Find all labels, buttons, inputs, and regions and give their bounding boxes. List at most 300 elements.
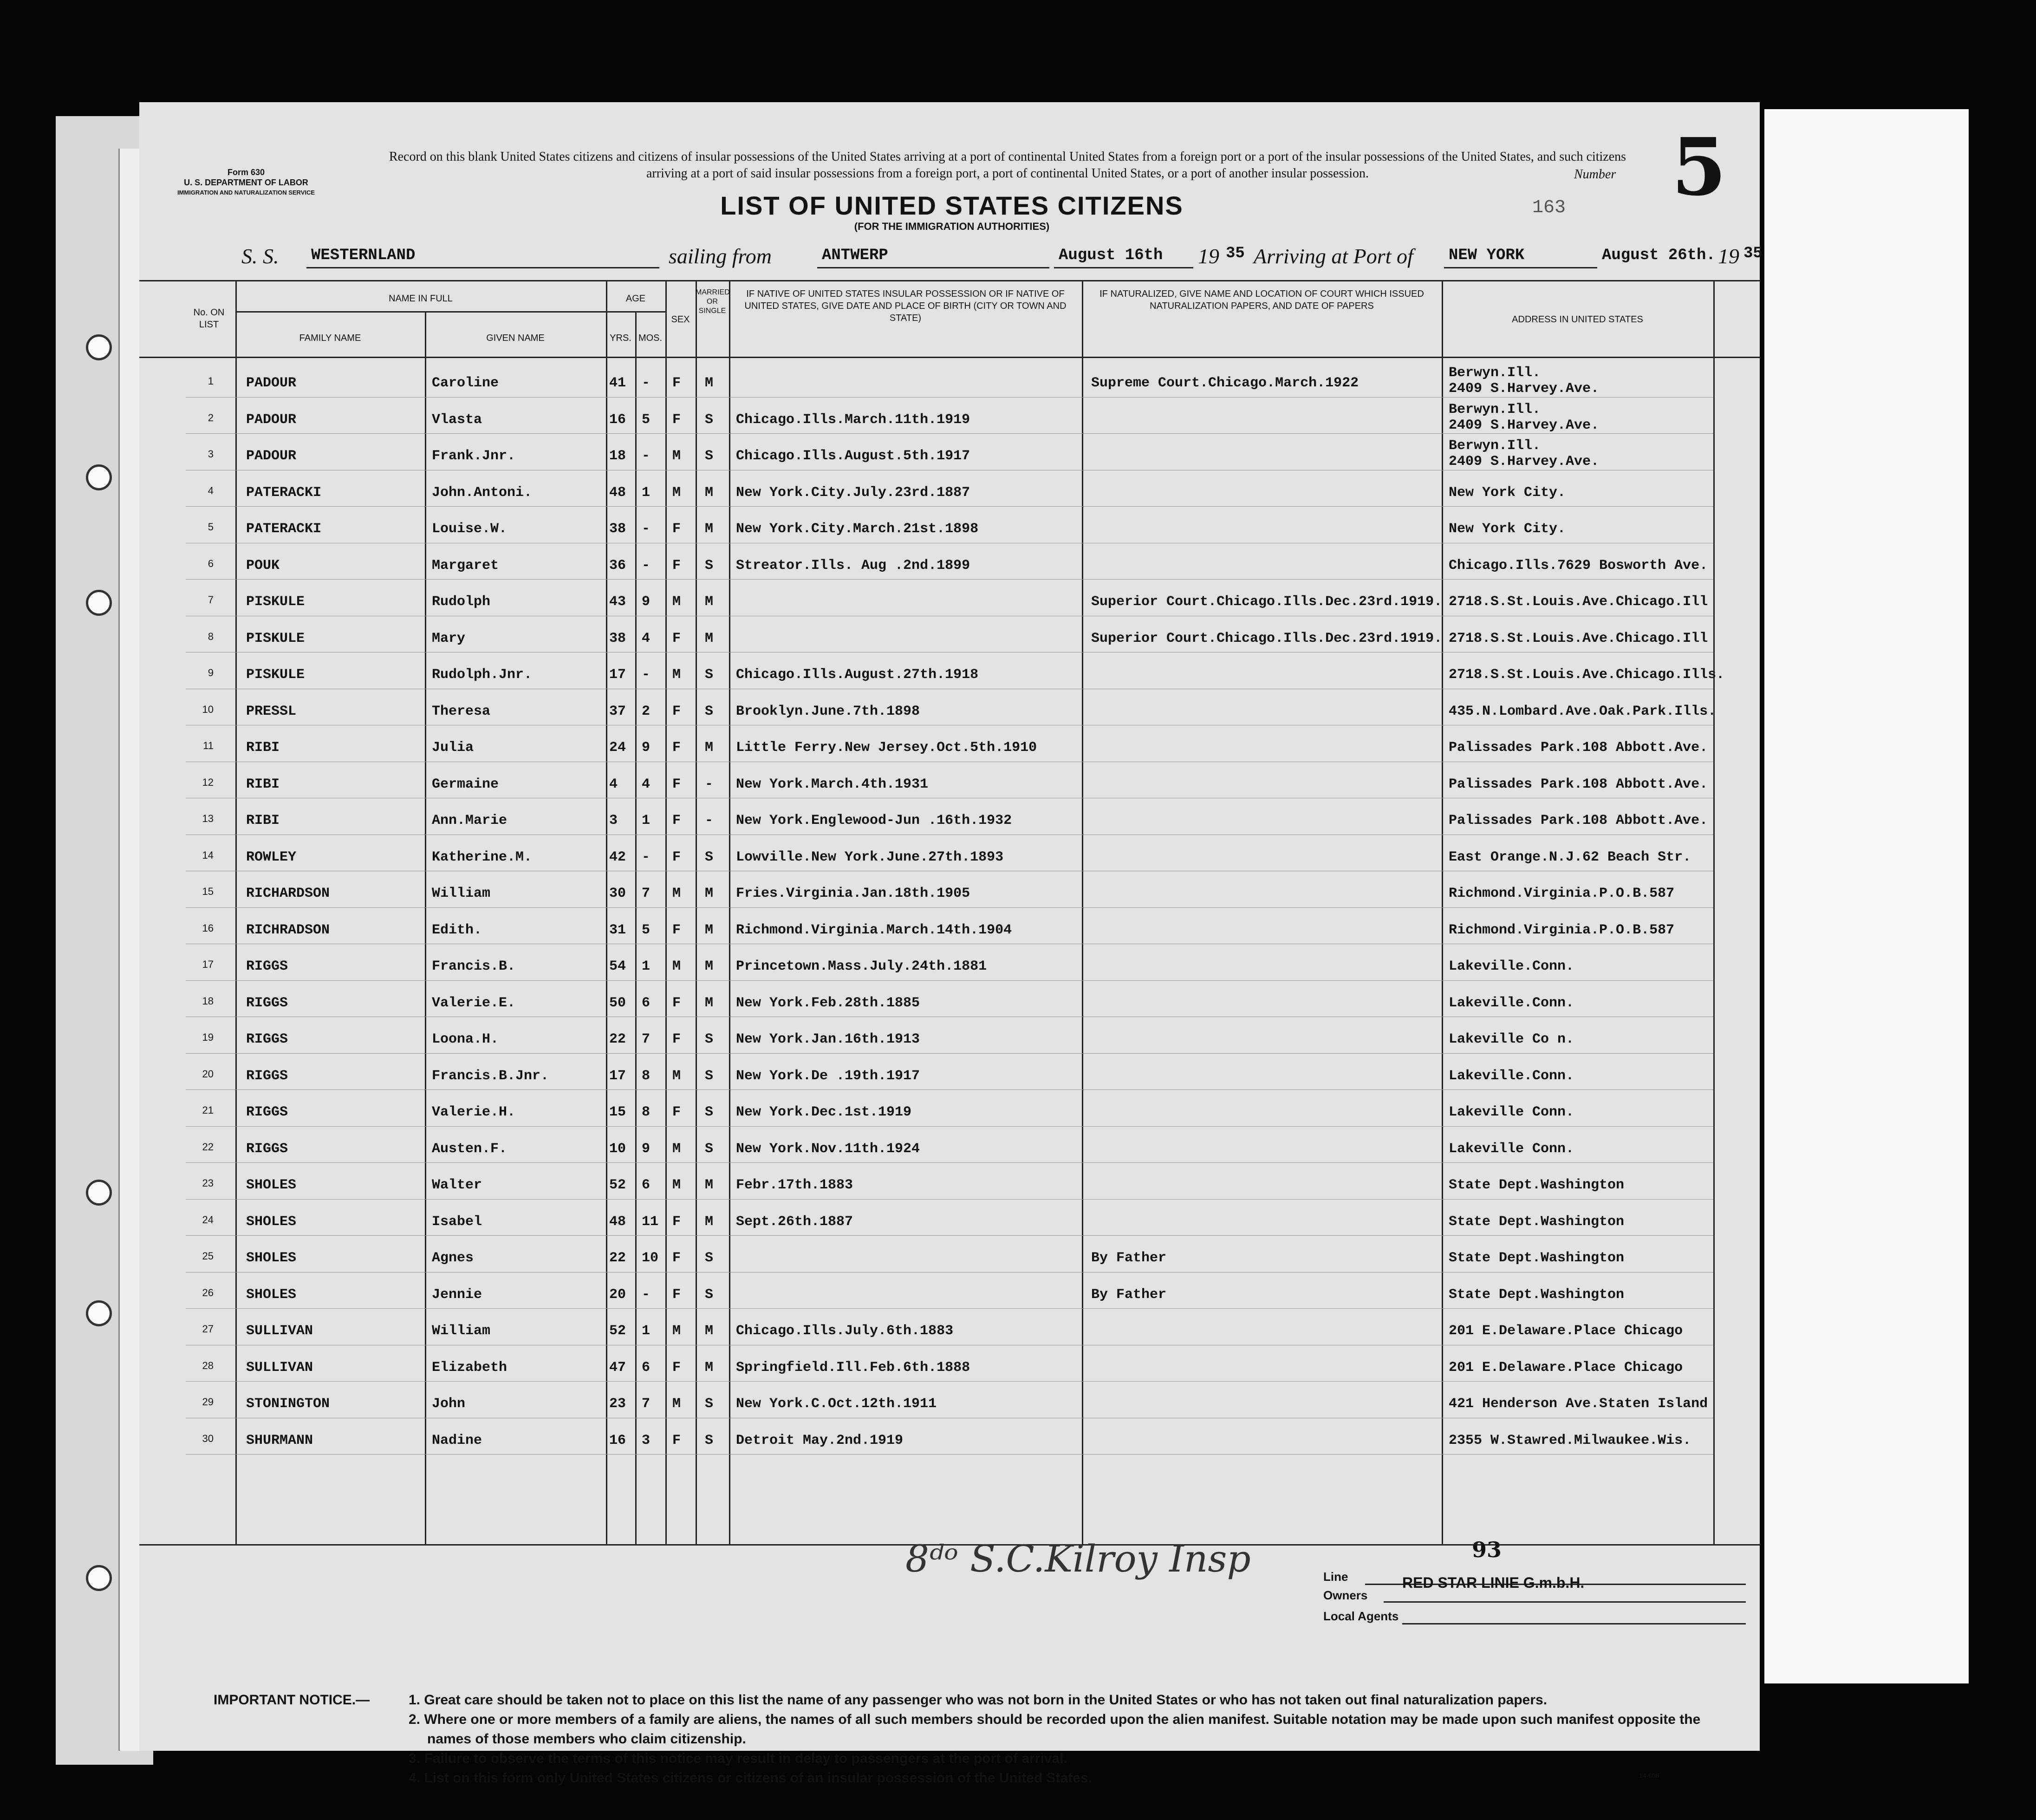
marital-status: S: [705, 1250, 714, 1266]
given-name: Mary: [432, 630, 466, 646]
given-name: Vlasta: [432, 411, 482, 428]
row-number: 19: [202, 1031, 214, 1043]
age-years: 48: [609, 1213, 626, 1230]
col-header-given: GIVEN NAME: [486, 333, 545, 343]
given-name: Rudolph.Jnr.: [432, 667, 533, 683]
row-number: 15: [202, 886, 214, 897]
stamp-number: 163: [1532, 197, 1566, 218]
sex: F: [672, 1286, 681, 1303]
notice-label: IMPORTANT NOTICE.—: [214, 1692, 370, 1708]
row-number: 12: [202, 776, 214, 788]
birth-place-date: Streator.Ills. Aug .2nd.1899: [736, 557, 970, 574]
given-name: Elizabeth: [432, 1359, 507, 1376]
age-months: 5: [642, 922, 650, 938]
address: 435.N.Lombard.Ave.Oak.Park.Ills.: [1449, 703, 1717, 719]
sex: F: [672, 740, 681, 756]
age-years: 16: [609, 411, 626, 428]
age-months: 9: [642, 594, 650, 610]
col-header-yrs: YRS.: [610, 333, 631, 343]
row-rule: [186, 1053, 1713, 1054]
marital-status: M: [705, 484, 714, 501]
address: State Dept.Washington: [1449, 1250, 1625, 1266]
row-rule: [186, 506, 1713, 507]
address: 421 Henderson Ave.Staten Island: [1449, 1396, 1708, 1412]
row-number: 2: [208, 411, 214, 424]
sex: F: [672, 1432, 681, 1448]
col-header-birth: IF NATIVE OF UNITED STATES INSULAR POSSESSION OR IF NATIVE OF UNITED STATES, GIVE DATE AND PLACE OF BIRTH (CITY OR TOWN AND STATE): [744, 289, 1067, 323]
sex: M: [672, 959, 681, 974]
row-rule: [186, 907, 1713, 908]
list-number: 5: [1672, 121, 1727, 214]
age-years: 30: [609, 886, 626, 901]
row-number: 1: [208, 375, 214, 387]
family-name: SULLIVAN: [246, 1323, 313, 1339]
family-name: RIBI: [246, 813, 280, 828]
row-number: 13: [202, 813, 214, 824]
given-name: Katherine.M.: [432, 849, 533, 865]
age-months: 7: [642, 886, 650, 901]
family-name: RIGGS: [246, 1068, 288, 1084]
age-months: 6: [642, 1177, 650, 1193]
sex: M: [672, 1141, 681, 1157]
age-years: 23: [609, 1396, 626, 1412]
age-years: 24: [609, 740, 626, 756]
given-name: Agnes: [432, 1250, 474, 1266]
given-name: Ann.Marie: [432, 813, 507, 828]
marital-status: -: [705, 776, 714, 792]
age-months: 7: [642, 1031, 650, 1047]
given-name: Rudolph: [432, 594, 491, 610]
age-months: 1: [642, 813, 650, 828]
birth-place-date: New York.Jan.16th.1913: [736, 1031, 920, 1047]
family-name: PISKULE: [246, 594, 305, 610]
name-age-subrule: [235, 311, 665, 313]
age-months: 6: [642, 995, 650, 1011]
date-underline: [1054, 267, 1193, 268]
family-name: POUK: [246, 557, 280, 574]
given-name: Edith.: [432, 922, 482, 938]
age-years: 50: [609, 995, 626, 1011]
given-name: William: [432, 1323, 491, 1339]
naturalization-court: Superior Court.Chicago.Ills.Dec.23rd.1919.: [1091, 594, 1443, 610]
given-name: Austen.F.: [432, 1141, 507, 1157]
sex: F: [672, 521, 681, 537]
address: State Dept.Washington: [1449, 1286, 1625, 1303]
row-number: 28: [202, 1359, 214, 1371]
col-rule: [1713, 280, 1715, 1544]
marital-status: S: [705, 1068, 714, 1084]
naturalization-court: Supreme Court.Chicago.March.1922: [1091, 375, 1359, 391]
marital-status: M: [705, 375, 714, 391]
row-number: 24: [202, 1213, 214, 1226]
row-rule: [186, 1454, 1713, 1455]
row-number: 21: [202, 1104, 214, 1116]
age-months: 6: [642, 1359, 650, 1376]
marital-status: M: [705, 1177, 714, 1193]
arrival-year: 35: [1743, 245, 1763, 262]
col-header-married: MARRIED OR SINGLE: [696, 288, 730, 315]
age-years: 17: [609, 667, 626, 683]
family-name: RIGGS: [246, 1141, 288, 1157]
given-name: Margaret: [432, 557, 499, 574]
age-months: -: [642, 1286, 650, 1303]
row-rule: [186, 433, 1713, 434]
sex: M: [672, 594, 681, 610]
notice-item: 2. Where one or more members of a family are aliens, the names of all such members should be recorded upon the alien manifest. Suitable notation may be made upon such manifest opposite the names of those members who claim citizenship.: [409, 1712, 1701, 1747]
age-months: 2: [642, 703, 650, 719]
birth-place-date: New York.Dec.1st.1919: [736, 1104, 912, 1120]
sex: M: [672, 1068, 681, 1084]
sex: M: [672, 484, 681, 501]
age-years: 38: [609, 521, 626, 537]
agents-underline: [1402, 1623, 1746, 1624]
family-name: SHURMANN: [246, 1432, 313, 1448]
age-months: -: [642, 375, 650, 391]
address: State Dept.Washington: [1449, 1177, 1625, 1193]
address: Berwyn.Ill.: [1449, 365, 1541, 381]
family-name: SHOLES: [246, 1213, 297, 1230]
family-name: PATERACKI: [246, 521, 322, 537]
birth-place-date: Chicago.Ills.March.11th.1919: [736, 411, 970, 428]
marital-status: M: [705, 959, 714, 974]
sex: F: [672, 557, 681, 574]
marital-status: M: [705, 995, 714, 1011]
col-rule: [635, 311, 637, 1544]
family-name: PISKULE: [246, 667, 305, 683]
row-rule: [186, 980, 1713, 981]
sex: F: [672, 411, 681, 428]
birth-place-date: New York.City.July.23rd.1887: [736, 484, 970, 501]
age-years: 38: [609, 630, 626, 646]
birth-place-date: Detroit May.2nd.1919: [736, 1432, 904, 1448]
family-name: SULLIVAN: [246, 1359, 313, 1376]
age-years: 15: [609, 1104, 626, 1120]
marital-status: M: [705, 521, 714, 537]
family-name: ROWLEY: [246, 849, 297, 865]
age-years: 3: [609, 813, 618, 828]
table-top-rule: [139, 280, 1760, 281]
marital-status: S: [705, 1031, 714, 1047]
page-subtitle: (FOR THE IMMIGRATION AUTHORITIES): [854, 221, 1050, 232]
address: New York City.: [1449, 484, 1566, 501]
birth-place-date: Princetown.Mass.July.24th.1881: [736, 959, 987, 974]
family-name: RIBI: [246, 740, 280, 756]
col-header-naturalized: IF NATURALIZED, GIVE NAME AND LOCATION OF COURT WHICH ISSUED NATURALIZATION PAPERS, AND DATE OF PAPERS: [1099, 289, 1424, 311]
marital-status: M: [705, 630, 714, 646]
row-rule: [186, 1126, 1713, 1127]
line-label: Line: [1323, 1570, 1348, 1584]
voyage-line: [241, 244, 1774, 272]
age-months: 1: [642, 1323, 650, 1339]
age-months: -: [642, 448, 650, 464]
sailing-from-label: sailing from: [669, 244, 772, 268]
sex: F: [672, 813, 681, 828]
family-name: PATERACKI: [246, 484, 322, 501]
row-rule: [186, 1308, 1713, 1309]
sex: F: [672, 630, 681, 646]
row-rule: [186, 1381, 1713, 1382]
birth-place-date: Lowville.New York.June.27th.1893: [736, 849, 1004, 865]
binder-hole: [86, 1300, 112, 1326]
given-name: Isabel: [432, 1213, 482, 1230]
row-number: 5: [208, 521, 214, 533]
birth-place-date: New York.March.4th.1931: [736, 776, 929, 792]
family-name: RIGGS: [246, 1104, 288, 1120]
marital-status: M: [705, 922, 714, 938]
row-number: 3: [208, 448, 214, 460]
marital-status: S: [705, 703, 714, 719]
ship-name: WESTERNLAND: [311, 247, 416, 264]
address: Lakeville Conn.: [1449, 1141, 1574, 1157]
col-header-no: No. ON LIST: [193, 307, 225, 330]
marital-status: S: [705, 667, 714, 683]
birth-place-date: New York.Nov.11th.1924: [736, 1141, 920, 1157]
birth-place-date: Chicago.Ills.August.27th.1918: [736, 667, 979, 683]
age-months: 3: [642, 1432, 650, 1448]
row-number: 11: [203, 740, 214, 751]
given-name: William: [432, 886, 491, 901]
sex: F: [672, 1031, 681, 1047]
naturalization-court: By Father: [1091, 1250, 1167, 1266]
age-years: 54: [609, 959, 626, 974]
given-name: Francis.B.Jnr.: [432, 1068, 549, 1084]
given-name: John.Antoni.: [432, 484, 533, 501]
marital-status: M: [705, 740, 714, 756]
notice-items: [409, 1690, 1709, 1788]
year-prefix: 19: [1198, 244, 1219, 268]
notice-item: 1. Great care should be taken not to place on this list the name of any passenger who was not born in the United States or who has not taken out final naturalization papers.: [409, 1692, 1548, 1708]
family-name: RICHRADSON: [246, 922, 330, 938]
age-years: 37: [609, 703, 626, 719]
sex: F: [672, 1359, 681, 1376]
age-years: 10: [609, 1141, 626, 1157]
address: Berwyn.Ill.: [1449, 401, 1541, 417]
family-name: SHOLES: [246, 1286, 297, 1303]
family-name: RIGGS: [246, 959, 288, 974]
binder-hole: [86, 334, 112, 360]
age-years: 18: [609, 448, 626, 464]
age-months: 11: [642, 1213, 659, 1230]
marital-status: M: [705, 594, 714, 610]
birth-place-date: Chicago.Ills.July.6th.1883: [736, 1323, 954, 1339]
family-name: RICHARDSON: [246, 886, 330, 901]
row-rule: [186, 1162, 1713, 1163]
sex: M: [672, 1323, 681, 1339]
birth-place-date: Sept.26th.1887: [736, 1213, 853, 1230]
address: Richmond.Virginia.P.O.B.587: [1449, 922, 1675, 938]
address: 2355 W.Stawred.Milwaukee.Wis.: [1449, 1432, 1691, 1448]
given-name: Nadine: [432, 1432, 482, 1448]
row-rule: [186, 1199, 1713, 1200]
age-years: 47: [609, 1359, 626, 1376]
age-months: -: [642, 557, 650, 574]
row-number: 26: [202, 1286, 214, 1298]
address: 201 E.Delaware.Place Chicago: [1449, 1323, 1683, 1339]
row-number: 18: [202, 995, 214, 1007]
age-months: -: [642, 667, 650, 683]
age-years: 22: [609, 1250, 626, 1266]
owners-value: RED STAR LINIE G.m.b.H.: [1402, 1574, 1585, 1591]
age-years: 22: [609, 1031, 626, 1047]
address: New York City.: [1449, 521, 1566, 537]
address: Lakeville.Conn.: [1449, 995, 1574, 1011]
row-number: 30: [202, 1432, 214, 1444]
marital-status: M: [705, 1359, 714, 1376]
birth-place-date: Springfield.Ill.Feb.6th.1888: [736, 1359, 970, 1376]
service-name: IMMIGRATION AND NATURALIZATION SERVICE: [177, 189, 315, 196]
sex: M: [672, 886, 681, 901]
age-months: -: [642, 521, 650, 537]
address: Richmond.Virginia.P.O.B.587: [1449, 886, 1675, 901]
row-number: 29: [202, 1396, 214, 1408]
address: Palissades Park.108 Abbott.Ave.: [1449, 776, 1708, 792]
age-years: 20: [609, 1286, 626, 1303]
given-name: Germaine: [432, 776, 499, 792]
birth-place-date: Little Ferry.New Jersey.Oct.5th.1910: [736, 740, 1037, 756]
address: Palissades Park.108 Abbott.Ave.: [1449, 740, 1708, 756]
address: East Orange.N.J.62 Beach Str.: [1449, 849, 1691, 865]
col-header-family: FAMILY NAME: [299, 333, 361, 343]
header-bottom-rule: [139, 357, 1760, 358]
arrival-date: August 26th.: [1602, 247, 1716, 264]
row-number: 10: [202, 703, 214, 715]
given-name: Frank.Jnr.: [432, 448, 516, 464]
row-rule: [186, 579, 1713, 580]
sex: M: [672, 448, 681, 464]
family-name: PADOUR: [246, 448, 297, 464]
marital-status: S: [705, 1141, 714, 1157]
sex: F: [672, 1104, 681, 1120]
given-name: Loona.H.: [432, 1031, 499, 1047]
page-title: LIST OF UNITED STATES CITIZENS: [720, 191, 1184, 220]
age-years: 48: [609, 484, 626, 501]
birth-place-date: New York.Englewood-Jun .16th.1932: [736, 813, 1012, 828]
row-rule: [186, 397, 1713, 398]
address: 2718.S.St.Louis.Ave.Chicago.Ill: [1449, 630, 1708, 646]
age-years: 17: [609, 1068, 626, 1084]
given-name: Jennie: [432, 1286, 482, 1303]
age-years: 4: [609, 776, 618, 792]
address: Lakeville.Conn.: [1449, 959, 1574, 974]
sex: M: [672, 1396, 681, 1412]
given-name: Valerie.H.: [432, 1104, 516, 1120]
family-name: SHOLES: [246, 1177, 297, 1193]
arrival-port: NEW YORK: [1449, 247, 1525, 264]
age-years: 41: [609, 375, 626, 391]
age-years: 42: [609, 849, 626, 865]
birth-place-date: Febr.17th.1883: [736, 1177, 853, 1193]
address-line-2: 2409 S.Harvey.Ave.: [1449, 381, 1600, 397]
age-months: 9: [642, 740, 650, 756]
address: Chicago.Ills.7629 Bosworth Ave.: [1449, 557, 1708, 574]
family-name: PADOUR: [246, 411, 297, 428]
address: Lakeville Co n.: [1449, 1031, 1574, 1047]
age-years: 52: [609, 1323, 626, 1339]
row-rule: [186, 1235, 1713, 1236]
marital-status: S: [705, 1286, 714, 1303]
sex: M: [672, 667, 681, 683]
given-name: Walter: [432, 1177, 482, 1193]
age-months: 5: [642, 411, 650, 428]
age-months: 1: [642, 484, 650, 501]
given-name: Julia: [432, 740, 474, 756]
address: Lakeville.Conn.: [1449, 1068, 1574, 1084]
row-number: 16: [202, 922, 214, 934]
marital-status: M: [705, 1213, 714, 1230]
row-number: 8: [208, 630, 214, 642]
departure-date: August 16th: [1059, 247, 1163, 264]
family-name: PISKULE: [246, 630, 305, 646]
arriving-label: Arriving at Port of: [1254, 244, 1413, 268]
marital-status: -: [705, 813, 714, 828]
number-label: Number: [1574, 167, 1616, 182]
marital-status: S: [705, 1432, 714, 1448]
age-months: 8: [642, 1068, 650, 1084]
birth-place-date: New York.De .19th.1917: [736, 1068, 920, 1084]
marital-status: S: [705, 411, 714, 428]
birth-place-date: New York.C.Oct.12th.1911: [736, 1396, 937, 1412]
binder-hole: [86, 590, 112, 616]
address: Berwyn.Ill.: [1449, 438, 1541, 454]
birth-place-date: Fries.Virginia.Jan.18th.1905: [736, 886, 970, 901]
col-header-age: AGE: [625, 294, 646, 304]
age-months: 8: [642, 1104, 650, 1120]
age-years: 43: [609, 594, 626, 610]
address: Palissades Park.108 Abbott.Ave.: [1449, 813, 1708, 828]
binder-hole: [86, 1180, 112, 1206]
given-name: Francis.B.: [432, 959, 516, 974]
naturalization-court: By Father: [1091, 1286, 1167, 1303]
ship-underline: [306, 267, 659, 268]
age-months: 4: [642, 630, 650, 646]
address: 2718.S.St.Louis.Ave.Chicago.Ills.: [1449, 667, 1725, 683]
record-instructions: Record on this blank United States citizens and citizens of insular possessions of the United States arriving at a port of continental United States from a foreign port or a port of the insular possessions of the United States, and such citizens arriving at a port of said insular possessions from a foreign port, a port of continental United States, or a port of another insular possession.: [389, 150, 1626, 181]
handwritten-figure: 93: [1472, 1537, 1502, 1562]
age-years: 52: [609, 1177, 626, 1193]
birth-place-date: Brooklyn.June.7th.1898: [736, 703, 920, 719]
col-rule: [425, 311, 426, 1544]
row-number: 9: [208, 667, 214, 678]
row-number: 23: [202, 1177, 214, 1189]
sex: M: [672, 1177, 681, 1193]
port-underline: [817, 267, 1049, 268]
sex: F: [672, 849, 681, 865]
family-name: RIGGS: [246, 995, 288, 1011]
family-name: PADOUR: [246, 375, 297, 391]
row-number: 22: [202, 1141, 214, 1153]
marital-status: S: [705, 849, 714, 865]
row-number: 7: [208, 594, 214, 606]
department-name: U. S. DEPARTMENT OF LABOR: [184, 178, 308, 187]
marital-status: S: [705, 1104, 714, 1120]
age-months: 9: [642, 1141, 650, 1157]
marital-status: S: [705, 557, 714, 574]
agents-label: Local Agents: [1323, 1609, 1399, 1623]
birth-place-date: New York.Feb.28th.1885: [736, 995, 920, 1011]
age-years: 31: [609, 922, 626, 938]
departure-port: ANTWERP: [822, 247, 888, 264]
sex: F: [672, 922, 681, 938]
binder-hole: [86, 1565, 112, 1591]
age-months: 7: [642, 1396, 650, 1412]
row-number: 6: [208, 557, 214, 569]
row-number: 17: [202, 959, 214, 970]
owners-underline: [1384, 1601, 1746, 1603]
sex: F: [672, 995, 681, 1011]
sex: F: [672, 703, 681, 719]
family-name: RIBI: [246, 776, 280, 792]
notice-item: 4. List on this form only United States citizens or citizens of an insular possession of the United States.: [409, 1770, 1092, 1786]
